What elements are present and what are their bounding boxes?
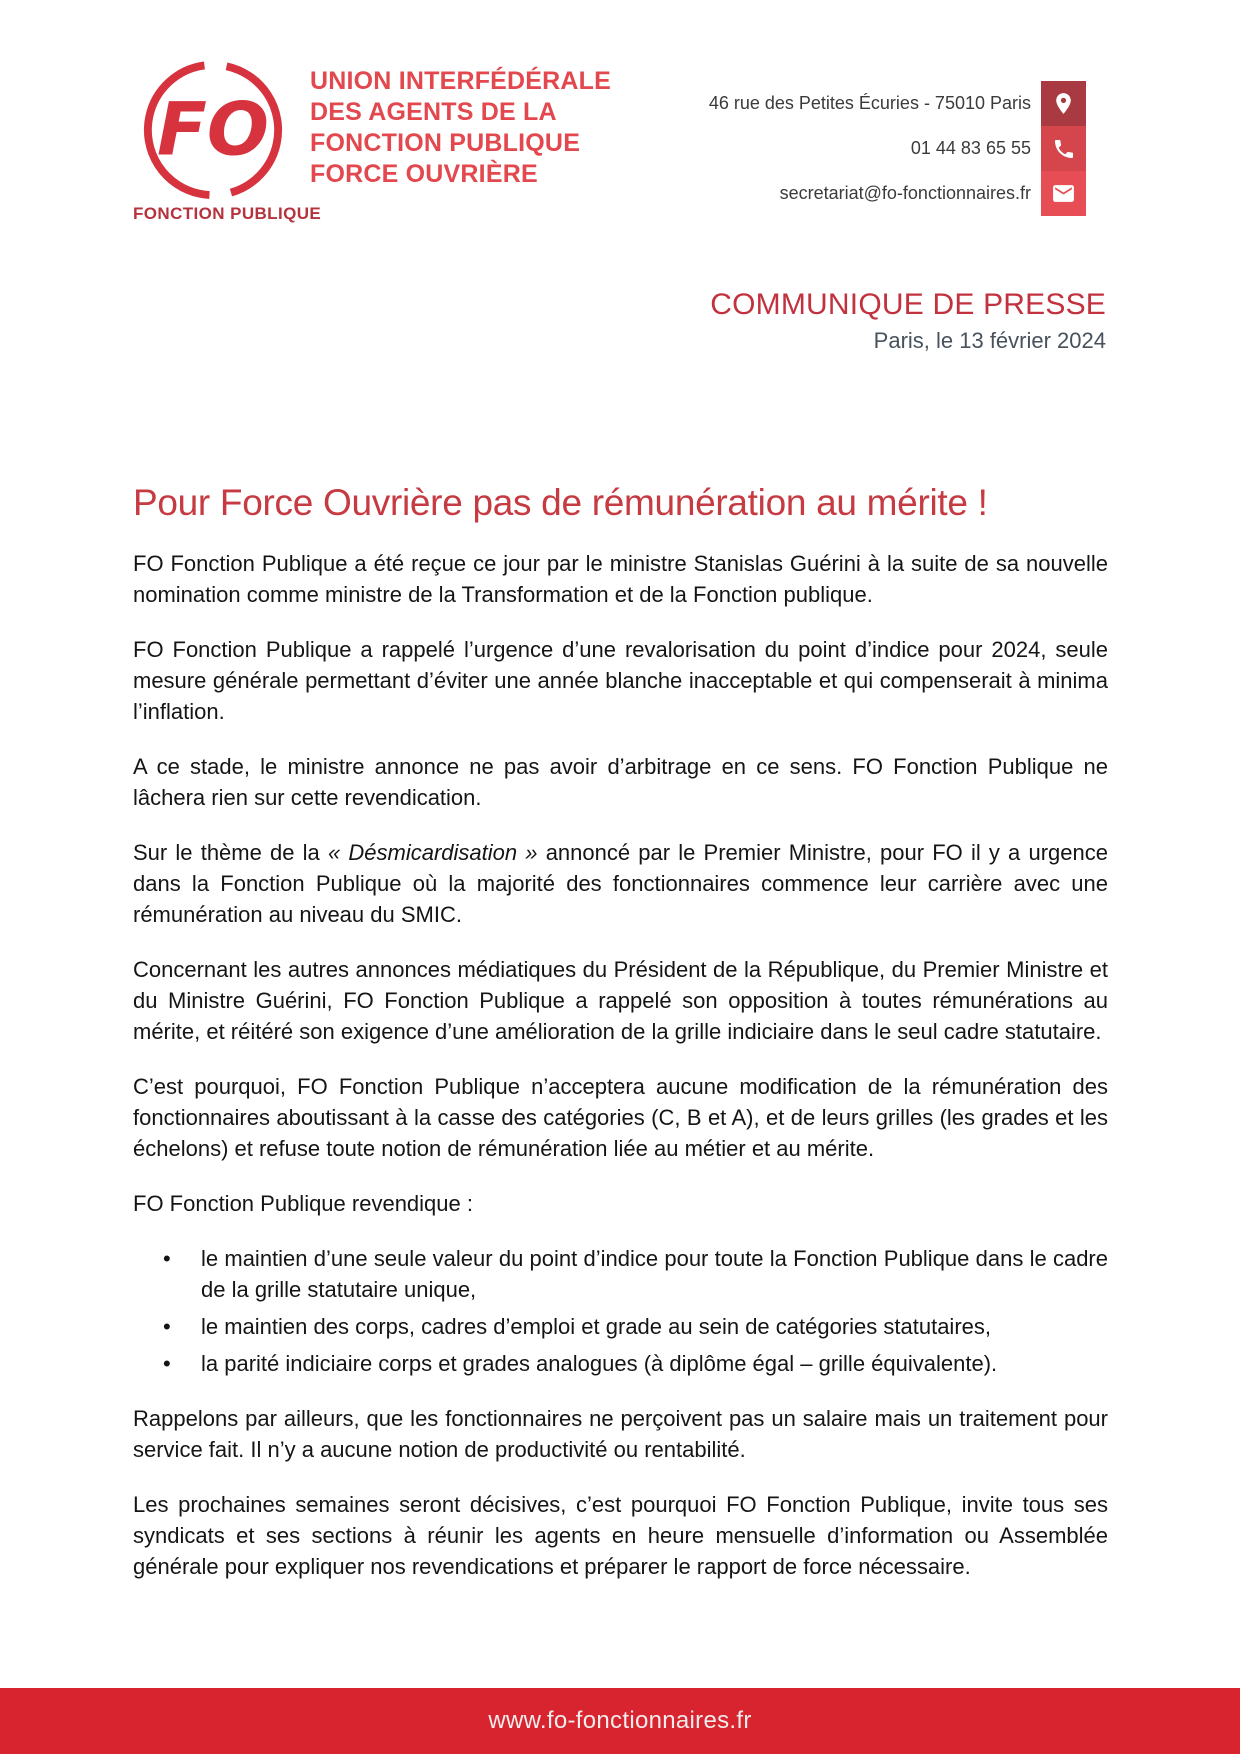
press-heading-block <box>710 288 1106 354</box>
logo-subtitle: FONCTION PUBLIQUE <box>133 204 322 223</box>
paragraph-segment: Sur le thème de la <box>133 840 328 865</box>
list-item: • la parité indiciaire corps et grades analogues (à diplôme égal – grille équivalente). <box>163 1348 1108 1379</box>
org-line: DES AGENTS DE LA <box>310 98 557 126</box>
paragraph: FO Fonction Publique a rappelé l’urgence d’une revalorisation du point d’indice pour 2024, seule mesure générale permettant d’éviter une année blanche inacceptable et qui compenserait à minima l’inflation. <box>133 637 1108 724</box>
org-line: FONCTION PUBLIQUE <box>310 129 581 157</box>
paragraph-segment: annoncé par le Premier Ministre, pour FO il y a urgence dans la Fonction Publique où la majorité des fonctionnaires commence leur carrière avec une rémunération au niveau du SMIC. <box>133 840 1108 927</box>
list-item: • le maintien d’une seule valeur du point d’indice pour toute la Fonction Publique dans le cadre de la grille statutaire unique, <box>163 1243 1108 1305</box>
phone-text: 01 44 83 65 55 <box>910 138 1031 158</box>
envelope-icon <box>1041 171 1086 216</box>
paragraph: Rappelons par ailleurs, que les fonctionnaires ne perçoivent pas un salaire mais un traitement pour service fait. Il n’y a aucune notion de productivité ou rentabilité. <box>133 1406 1108 1462</box>
document-body <box>133 548 1108 1582</box>
org-line: UNION INTERFÉDÉRALE <box>310 67 612 95</box>
org-line: FORCE OUVRIÈRE <box>310 160 538 188</box>
website-link[interactable]: www.fo-fonctionnaires.fr <box>488 1707 752 1734</box>
paragraph: C’est pourquoi, FO Fonction Publique n’acceptera aucune modification de la rémunération des fonctionnaires aboutissant à la casse des catégories (C, B et A), et de leurs grilles (les grades et les échelons) et refuse toute notion de rémunération liée au métier et au mérite. <box>133 1074 1108 1161</box>
location-pin-icon <box>1041 81 1086 126</box>
paragraph: Concernant les autres annonces médiatiques du Président de la République, du Premier Ministre et du Ministre Guérini, FO Fonction Publique a rappelé son opposition à toutes rémunérations au mérite, et réitéré son exigence d’une amélioration de la grille indiciaire dans le seul cadre statutaire. <box>133 957 1108 1044</box>
demands-list <box>133 1243 1108 1379</box>
paragraph <box>133 837 1108 930</box>
fo-logo-icon <box>139 56 287 204</box>
contact-row-address <box>709 81 1086 126</box>
contact-block <box>709 81 1086 216</box>
list-item: • le maintien des corps, cadres d’emploi et grade au sein de catégories statutaires, <box>163 1311 1108 1342</box>
fo-logo-letters: FO <box>157 87 269 173</box>
contact-row-email <box>780 171 1086 216</box>
email-link[interactable]: secretariat@fo-fonctionnaires.fr <box>779 183 1031 203</box>
fo-logo-block <box>133 56 322 224</box>
paragraph: Les prochaines semaines seront décisives, c’est pourquoi FO Fonction Publique, invite tous ses syndicats et ses sections à réunir les agents en heure mensuelle d’information ou Assemblée générale pour expliquer nos revendications et préparer le rapport de force nécessaire. <box>133 1492 1108 1579</box>
paragraph: FO Fonction Publique revendique : <box>133 1191 473 1216</box>
press-release-label: COMMUNIQUE DE PRESSE <box>710 288 1106 321</box>
footer-bar <box>0 1688 1240 1754</box>
paragraph: A ce stade, le ministre annonce ne pas avoir d’arbitrage en ce sens. FO Fonction Publique ne lâchera rien sur cette revendication. <box>133 754 1108 810</box>
address-text: 46 rue des Petites Écuries - 75010 Paris <box>708 93 1031 113</box>
paragraph: FO Fonction Publique a été reçue ce jour par le ministre Stanislas Guérini à la suite de sa nouvelle nomination comme ministre de la Transformation et de la Fonction publique. <box>133 551 1108 607</box>
contact-row-phone <box>911 126 1086 171</box>
organisation-title <box>310 66 611 190</box>
page-title: Pour Force Ouvrière pas de rémunération au mérite ! <box>133 482 988 523</box>
quoted-term: « Désmicardisation » <box>327 840 538 865</box>
dateline: Paris, le 13 février 2024 <box>873 328 1106 353</box>
phone-icon <box>1041 126 1086 171</box>
